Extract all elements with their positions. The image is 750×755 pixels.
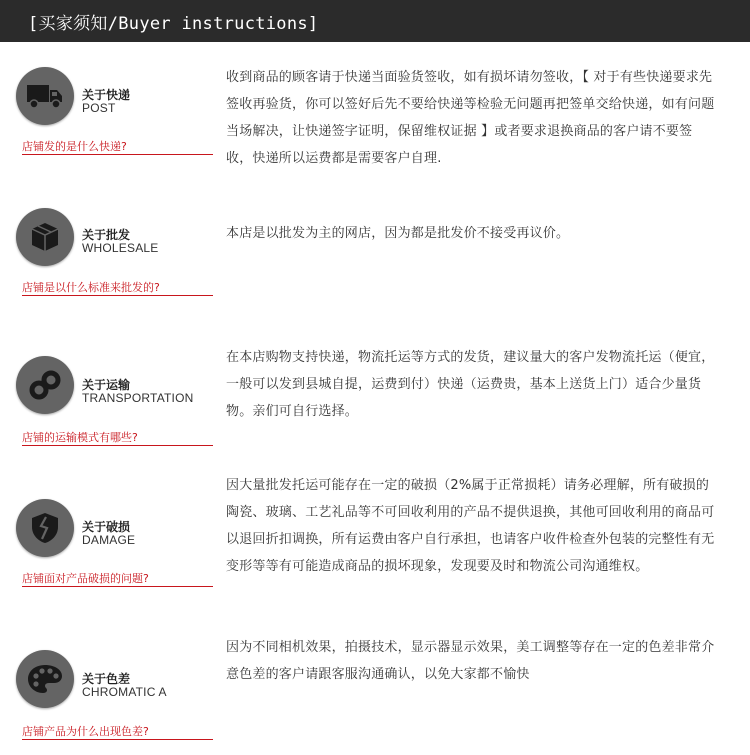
palette-icon — [16, 650, 74, 708]
section-title-en: POST — [82, 101, 116, 115]
broken-shield-icon — [16, 499, 74, 557]
truck-icon — [16, 67, 74, 125]
section-description: 本店是以批发为主的网店，因为都是批发价不接受再议价。 — [226, 226, 570, 241]
section-question: 店铺发的是什么快递? — [22, 140, 127, 153]
question-underline — [22, 445, 213, 446]
section-question: 店铺的运输模式有哪些? — [22, 431, 138, 444]
section-title-cn: 关于运输 — [82, 378, 131, 392]
question-underline — [22, 586, 213, 587]
box-icon — [16, 208, 74, 266]
section-question: 店铺是以什么标准来批发的? — [22, 281, 160, 294]
section-description: 收到商品的顾客请于快递当面验货签收，如有损坏请勿签收，【 对于有些快递要求先签收再验货，你可以签好后先不要给快递等检验无问题再把签单交给快递，如有问题当场解决，让快递签字证明，保留维权证据 】或者要求退换商品的客户请不要签收，快递所以运费都是需要客户自理. — [226, 70, 715, 166]
section-title-en: CHROMATIC A — [82, 685, 167, 699]
section-title-en: TRANSPORTATION — [82, 391, 194, 405]
section-description: 因为不同相机效果，拍摄技术，显示器显示效果，美工调整等存在一定的色差非常介意色差的客户请跟客服沟通确认，以免大家都不愉快 — [226, 640, 715, 682]
section-title-cn: 关于色差 — [82, 672, 131, 686]
header-bar — [0, 0, 750, 42]
page-title: [买家须知/Buyer instructions] — [28, 14, 319, 34]
section-title-cn: 关于快递 — [82, 88, 131, 102]
section-title-cn: 关于批发 — [82, 228, 131, 242]
section-question: 店铺面对产品破损的问题? — [22, 572, 149, 585]
chain-link-icon — [16, 356, 74, 414]
section-description: 因大量批发托运可能存在一定的破损（2%属于正常损耗）请务必理解，所有破损的陶瓷、玻璃、工艺礼品等不可回收利用的产品不提供退换，其他可回收利用的商品可以退回折扣调换，所有运费由客户自行承担，也请客户收件检查外包装的完整性有无变形等等有可能造成商品的损坏现象，发现要及时和物流公司沟通维权。 — [226, 478, 715, 574]
question-underline — [22, 739, 213, 740]
section-title-en: WHOLESALE — [82, 241, 159, 255]
question-underline — [22, 154, 213, 155]
section-description: 在本店购物支持快递，物流托运等方式的发货，建议量大的客户发物流托运（便宜，一般可以发到县城自提，运费到付）快递（运费贵，基本上送货上门）适合少量货物。亲们可自行选择。 — [226, 350, 715, 419]
question-underline — [22, 295, 213, 296]
section-title-en: DAMAGE — [82, 533, 136, 547]
section-title-cn: 关于破损 — [82, 520, 131, 534]
section-question: 店铺产品为什么出现色差? — [22, 725, 149, 738]
